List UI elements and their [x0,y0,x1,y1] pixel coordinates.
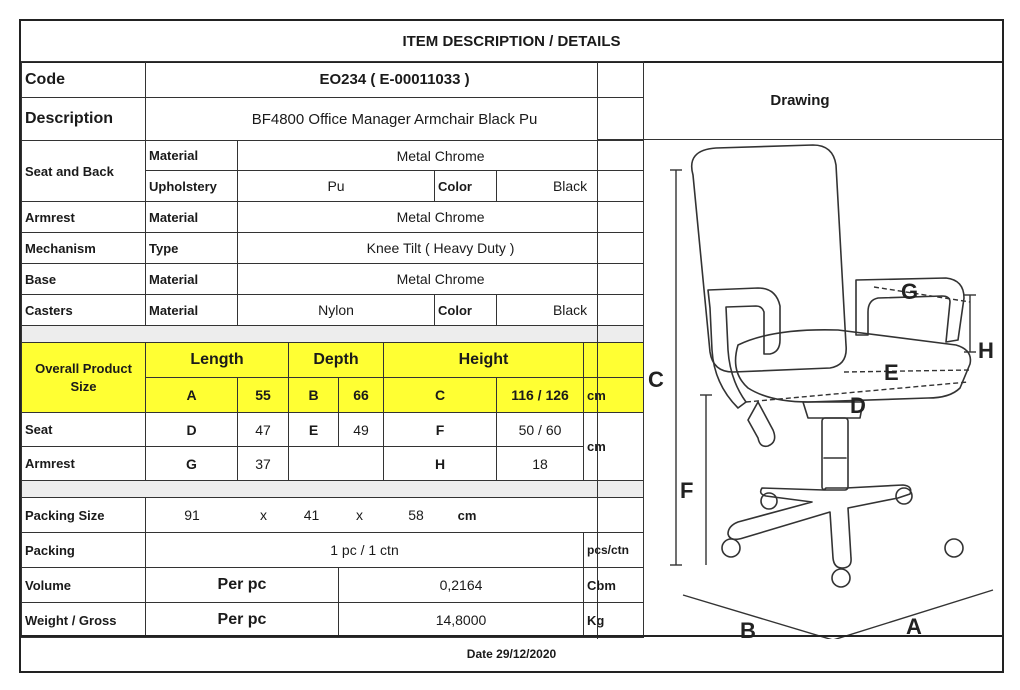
armrest-dims-blank [289,447,384,481]
chair-drawing [597,140,1002,639]
seat-back-material-label: Material [146,141,238,171]
packing-unit: pcs/ctn [584,533,644,568]
spacer-2 [22,481,644,498]
dim-b-label: B [740,618,756,639]
caster [832,569,850,587]
dim-e-line [844,370,970,372]
seat-cushion [736,330,971,402]
caster [722,539,740,557]
seat-color-label: Color [435,171,497,202]
e-letter: E [289,413,339,447]
dim-b-line [683,595,833,639]
casters-label: Casters [22,295,146,326]
upholstery-label: Upholstery [146,171,238,202]
casters-row [22,295,644,326]
code-value: EO234 ( E-00011033 ) [146,62,644,98]
b-letter: B [289,378,339,413]
drawing-header: Drawing [597,61,1002,140]
packing-row [22,533,644,568]
packing-depth: 41 [303,507,320,523]
backrest [692,145,847,372]
c-value: 116 / 126 [497,378,584,413]
volume-row [22,568,644,603]
h-letter: H [384,447,497,481]
armrest-dims-row [22,447,644,481]
weight-per: Per pc [146,603,339,638]
packing-size-row [22,498,644,533]
dim-g-line [874,287,970,302]
armrest-row [22,202,644,233]
armrest-material-label: Material [146,202,238,233]
tilt-lever [748,402,775,446]
seat-back-row-1 [22,141,644,171]
d-letter: D [146,413,238,447]
packing-size-label: Packing Size [22,498,146,533]
mechanism-label: Mechanism [22,233,146,264]
base-material-label: Material [146,264,238,295]
seat-label: Seat [22,413,146,447]
mechanism-row [22,233,644,264]
packing-height: 58 [408,507,424,523]
weight-value: 14,8000 [339,603,584,638]
packing-size-unit: cm [457,508,477,523]
f-letter: F [384,413,497,447]
packing-width: 91 [184,507,200,523]
upholstery-value: Pu [238,171,435,202]
height-header: Height [384,343,584,378]
packing-value: 1 pc / 1 ctn [146,533,584,568]
dim-a-label: A [906,614,922,639]
description-label: Description [22,98,146,141]
mechanism-type-label: Type [146,233,238,264]
packing-x-1: x [260,507,267,523]
g-letter: G [146,447,238,481]
spec-table [21,61,644,638]
armrest-label: Armrest [22,202,146,233]
dim-d-label: D [850,393,866,418]
dim-c-label: C [648,367,664,392]
sheet-title: ITEM DESCRIPTION / DETAILS [21,21,1002,63]
spacer-row-2 [22,481,644,498]
b-value: 66 [339,378,384,413]
g-value: 37 [238,447,289,481]
casters-material: Nylon [238,295,435,326]
spacer-row [22,326,644,343]
base-label: Base [22,264,146,295]
seat-back-material: Metal Chrome [238,141,644,171]
packing-label: Packing [22,533,146,568]
code-row [22,62,644,98]
depth-header: Depth [289,343,384,378]
dims-unit: cm [584,413,644,481]
seat-back-label: Seat and Back [22,141,146,202]
a-letter: A [146,378,238,413]
caster [761,493,777,509]
dim-f-label: F [680,478,694,503]
d-value: 47 [238,413,289,447]
a-value: 55 [238,378,289,413]
chair-drawing-svg [598,140,1001,639]
casters-color: Black [497,295,644,326]
dim-h-label: H [978,338,994,363]
volume-value: 0,2164 [339,568,584,603]
seat-color-value: Black [497,171,644,202]
mechanism-type: Knee Tilt ( Heavy Duty ) [238,233,644,264]
armrest-dims-label: Armrest [22,447,146,481]
weight-unit: Kg [584,603,644,638]
volume-unit: Cbm [584,568,644,603]
e-value: 49 [339,413,384,447]
volume-label: Volume [22,568,146,603]
h-value: 18 [497,447,584,481]
spacer [22,326,644,343]
packing-x-2: x [356,507,363,523]
armrest-material: Metal Chrome [238,202,644,233]
dim-g-label: G [901,279,919,304]
description-row [22,98,644,141]
dim-e-label: E [884,360,899,385]
volume-per: Per pc [146,568,339,603]
overall-size-label: Overall Product Size [22,343,146,413]
base-star [728,485,911,568]
f-value: 50 / 60 [497,413,584,447]
overall-unit: cm [584,378,644,413]
casters-material-label: Material [146,295,238,326]
date-footer: Date 29/12/2020 [21,635,1002,671]
weight-row [22,603,644,638]
seat-dims-row [22,413,644,447]
caster [945,539,963,557]
base-row [22,264,644,295]
weight-label: Weight / Gross [22,603,146,638]
spec-sheet [19,19,1004,673]
gas-lift [822,418,848,490]
overall-header-row [22,343,644,378]
casters-color-label: Color [435,295,497,326]
base-material: Metal Chrome [238,264,644,295]
code-label: Code [22,62,146,98]
description-value: BF4800 Office Manager Armchair Black Pu [146,98,644,141]
armrest-left [708,288,780,408]
c-letter: C [384,378,497,413]
length-header: Length [146,343,289,378]
